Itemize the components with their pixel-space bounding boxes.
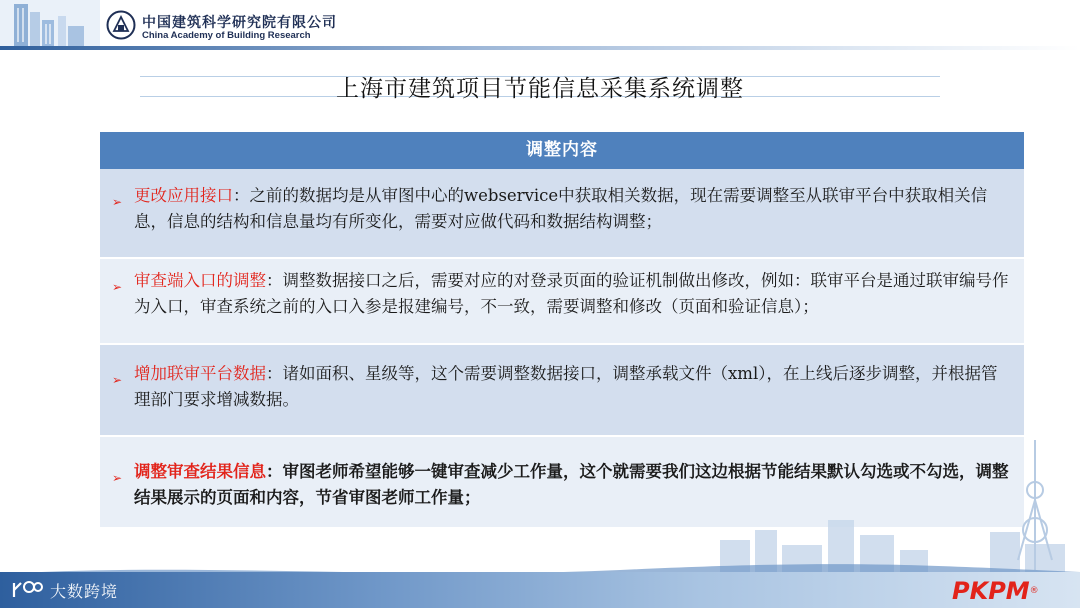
city-skyline-icon [700,440,1080,580]
item-heading: 更改应用接口 [134,186,233,205]
arrow-bullet-icon: ➢ [112,195,123,209]
item-description: 诸如面积、星级等，这个需要调整数据接口，调整承载文件（xml），在上线后逐步调整，并根据管理部门要求增减数据。 [134,364,998,409]
table-row [100,259,1024,345]
arrow-bullet-icon: ➢ [112,471,123,485]
registered-mark: ® [1029,586,1039,596]
item-heading: 调整审查结果信息 [134,462,266,481]
item-description: 调整数据接口之后，需要对应的对登录页面的验证机制做出修改，例如：联审平台是通过联审编号作为入口，审查系统之前的入口入参是报建编号，不一致，需要调整和修改（页面和验证信息）； [134,271,1009,316]
item-colon: ： [233,186,250,205]
watermark-logo-icon [10,579,44,601]
pkpm-logo [952,577,1039,605]
item-description: 审图老师希望能够一键审查减少工作量，这个就需要我们这边根据节能结果默认勾选或不勾选，调整结果展示的页面和内容，节省审图老师工作量； [134,462,1009,507]
cabr-logo-icon [106,10,136,40]
arrow-bullet-icon: ➢ [112,280,123,294]
item-colon: ： [266,462,283,481]
arrow-bullet-icon: ➢ [112,373,123,387]
header-divider [0,46,1080,50]
building-skyline-icon [0,0,100,46]
item-colon: ： [266,364,283,383]
page-title: 上海市建筑项目节能信息采集系统调整 [336,76,744,102]
item-heading: 审查端入口的调整 [134,271,266,290]
pkpm-brand-text: PKPM [952,577,1030,605]
table-header: 调整内容 [100,132,1024,169]
table-row [100,169,1024,259]
org-name-english: China Academy of Building Research [142,30,311,41]
table-row [100,345,1024,437]
footer-band [0,572,1080,608]
watermark-text: 大数跨境 [50,581,119,601]
item-colon: ： [266,271,283,290]
item-description: 之前的数据均是从审图中心的webservice中获取相关数据，现在需要调整至从联审平台中获取相关信息，信息的结构和信息量均有所变化，需要对应做代码和数据结构调整； [134,186,988,231]
watermark [10,578,118,602]
item-heading: 增加联审平台数据 [134,364,266,383]
header-bar [0,0,1080,52]
org-name-chinese: 中国建筑科学研究院有限公司 [142,15,337,31]
